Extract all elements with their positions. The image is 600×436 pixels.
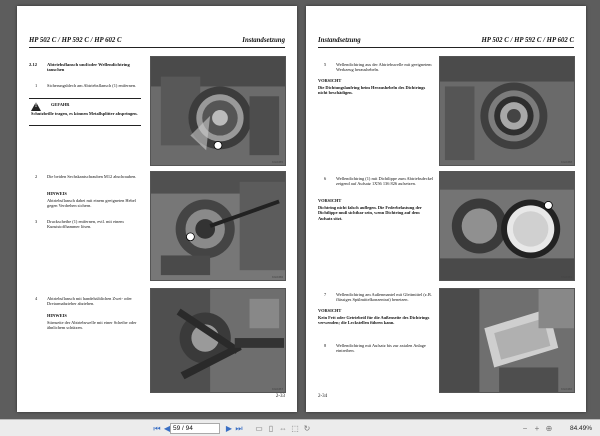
page-number: 2-34 <box>318 394 328 399</box>
hint-title: HINWEIS <box>47 313 67 318</box>
current-page: 59 <box>173 425 181 432</box>
prev-page-icon[interactable]: ◀ <box>163 424 171 433</box>
zoom-in-icon[interactable]: + <box>534 424 540 433</box>
next-page-icon[interactable]: ▶ <box>225 424 233 433</box>
header-chapter: Instandsetzung <box>318 37 361 44</box>
fit-page-icon[interactable]: ⬚ <box>291 424 299 433</box>
zoom-level[interactable]: 84.49% <box>569 425 592 432</box>
zoom-out-icon[interactable]: − <box>522 424 528 433</box>
total-pages: 94 <box>185 425 193 432</box>
page-number-field[interactable] <box>170 423 220 434</box>
first-page-icon[interactable]: ⏮ <box>153 424 161 433</box>
photo-id: KG0459 <box>560 275 572 279</box>
step-number: 8 <box>324 343 327 348</box>
step-number: 5 <box>324 62 327 67</box>
step-number: 4 <box>35 296 38 301</box>
danger-box <box>29 98 141 126</box>
photo-seal-on-tool <box>439 171 575 281</box>
hint-text: Stirnseite der Abtriebswelle mit einer Scheibe oder ähnlichem schützen. <box>47 320 137 331</box>
step-text: Wellendichtring aus der Abtriebswelle mit geeignetem Werkzeug heraushebeln. <box>336 62 432 73</box>
photo-id: KG0457 <box>271 387 283 391</box>
photo-id: KG0458 <box>560 160 572 164</box>
single-page-icon[interactable]: ▭ <box>255 424 263 433</box>
step-text: Wellendichtring am Außenmantel mit Gleitmittel (z.B. flüssiges Spülmittelkonzentrat) benetzen. <box>336 292 432 303</box>
step-text: Abtriebsflansch mit handelsüblichen Zwei- oder Dreiarmabzieher abziehen. <box>47 296 132 307</box>
step-text: Wellendichtring mit Aufsatz bis zur axialen Anlage eintreiben. <box>336 343 426 354</box>
zoom-options-icon[interactable]: ⊕ <box>545 424 553 433</box>
caution-text: Kein Fett oder Getriebeöl für die Außenseite des Dichtrings verwenden; die Leckstellen führen kann. <box>318 315 430 326</box>
caution-title: VORSICHT <box>318 198 342 203</box>
hint-title: HINWEIS <box>47 191 67 196</box>
fit-width-icon[interactable]: ⇔ <box>279 424 287 433</box>
header-model: HP 502 C / HP 592 C / HP 602 C <box>29 37 122 44</box>
pdf-toolbar <box>0 419 600 436</box>
danger-title: GEFAHR <box>51 102 70 107</box>
photo-id: KG0456 <box>271 275 283 279</box>
left-page <box>17 6 297 412</box>
photo-seal-removal <box>439 56 575 166</box>
step-text: Wellendichtring (1) mit Dichtlippe zum Abtriebsdeckel zeigend auf Aufsatz 1X56 136 826 aufsetzen. <box>336 176 434 187</box>
step-text: Die beiden Sechskantschrauben M12 abschrauben. <box>47 174 137 179</box>
page-header <box>29 36 285 48</box>
right-page <box>306 6 586 412</box>
last-page-icon[interactable]: ⏭ <box>235 424 243 433</box>
caution-title: VORSICHT <box>318 78 342 83</box>
photo-pressure-disc <box>150 171 286 281</box>
step-number: 2 <box>35 174 38 179</box>
photo-id: KG0460 <box>560 387 572 391</box>
caution-text: Dichtring nicht falsch auflegen. Die Federbelastung der Dichtlippe muß sichtbar sein, wenn Dichtring auf dem Aufsatz sitzt. <box>318 205 422 221</box>
photo-seal-drive-in <box>439 288 575 393</box>
step-number: 3 <box>35 219 38 224</box>
photo-id: KG0455 <box>271 160 283 164</box>
step-number: 6 <box>324 176 327 181</box>
hint-text: Abtriebsflansch dabei mit einem geeigneten Hebel gegen Verdrehen sichern. <box>47 198 136 209</box>
step-number: 1 <box>35 83 38 88</box>
header-chapter: Instandsetzung <box>242 37 285 44</box>
caution-text: Die Dichtungslaufring beim Heraushebeln des Dichtrings nicht beschädigen. <box>318 85 426 96</box>
photo-output-flange <box>150 56 286 166</box>
two-page-icon[interactable]: ▯ <box>268 424 274 433</box>
rotate-icon[interactable]: ↻ <box>303 424 311 433</box>
caution-title: VORSICHT <box>318 308 342 313</box>
page-separator: / <box>182 425 184 432</box>
step-text: Druckscheibe (1) entfernen, evtl. mit einem Kunststoffhammer lösen. <box>47 219 124 230</box>
step-number: 7 <box>324 292 327 297</box>
photo-puller <box>150 288 286 393</box>
header-model: HP 502 C / HP 592 C / HP 602 C <box>481 37 574 44</box>
section-number: 2.12 <box>29 62 38 67</box>
warning-icon <box>31 102 41 111</box>
step-text: Sicherungsblech am Abtriebsflansch (1) entfernen. <box>47 83 137 88</box>
page-header <box>318 36 574 48</box>
page-number: 2-33 <box>275 394 285 399</box>
section-title: Abtriebsflansch und/oder Wellendichtring tauschen <box>47 62 130 73</box>
danger-text: Schutzbrille tragen, es können Metallsplitter abspringen. <box>31 111 138 116</box>
